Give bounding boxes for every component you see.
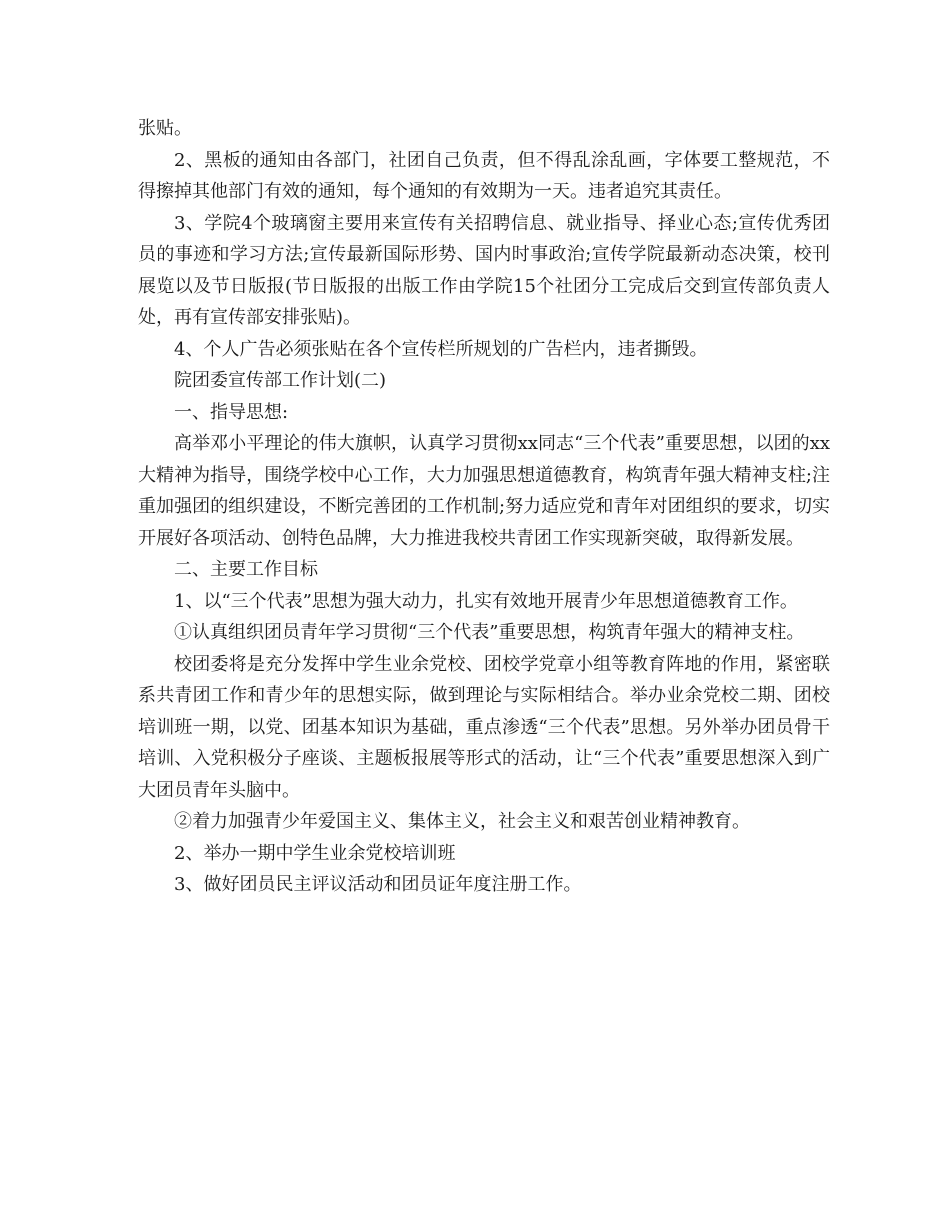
heading-main-goals: 二、主要工作目标 [174, 559, 318, 580]
paragraph-goal-1-sub-2: ②着力加强青少年爱国主义、集体主义，社会主义和艰苦创业精神教育。 [174, 811, 750, 832]
paragraph-guiding-thought: 高举邓小平理论的伟大旗帜，认真学习贯彻xx同志“三个代表”重要思想，以团的xx大精神为指导，围绕学校中心工作，大力加强思想道德教育，构筑青年强大精神支柱;注重加强团的组织建设，不断完善团的工作机制;努力适应党和青年对团组织的要求，切实开展好各项活动、创特色品牌，大力推进我校共青团工作实现新突破，取得新发展。 [138, 433, 830, 549]
paragraph-goal-1-detail: 校团委将是充分发挥中学生业余党校、团校学党章小组等教育阵地的作用，紧密联系共青团工作和青少年的思想实际，做到理论与实际相结合。举办业余党校二期、团校培训班一期，以党、团基本知识为基础，重点渗透“三个代表”思想。另外举办团员骨干培训、入党积极分子座谈、主题板报展等形式的活动，让“三个代表”重要思想深入到广大团员青年头脑中。 [138, 653, 830, 801]
document-body [138, 113, 830, 901]
paragraph-goal-1-sub-1: ①认真组织团员青年学习贯彻“三个代表”重要思想，构筑青年强大的精神支柱。 [174, 622, 805, 643]
paragraph-continuation: 张贴。 [138, 118, 192, 139]
paragraph-item-3: 3、学院4个玻璃窗主要用来宣传有关招聘信息、就业指导、择业心态;宣传优秀团员的事迹和学习方法;宣传最新国际形势、国内时事政治;宣传学院最新动态决策，校刊展览以及节日版报(节日版报的出版工作由学院15个社团分工完成后交到宣传部负责人处，再有宣传部安排张贴)。 [138, 212, 830, 328]
paragraph-goal-3: 3、做好团员民主评议活动和团员证年度注册工作。 [174, 874, 582, 895]
paragraph-item-4: 4、个人广告必须张贴在各个宣传栏所规划的广告栏内，违者撕毁。 [174, 338, 708, 360]
paragraph-goal-2: 2、举办一期中学生业余党校培训班 [174, 842, 456, 864]
paragraph-item-2: 2、黑板的通知由各部门，社团自己负责，但不得乱涂乱画，字体要工整规范，不得擦掉其他部门有效的通知，每个通知的有效期为一天。违者追究其责任。 [138, 149, 830, 202]
section-title: 院团委宣传部工作计划(二) [174, 370, 387, 391]
paragraph-goal-1: 1、以“三个代表”思想为强大动力，扎实有效地开展青少年思想道德教育工作。 [174, 590, 798, 612]
heading-guiding-thought: 一、指导思想: [174, 401, 289, 423]
